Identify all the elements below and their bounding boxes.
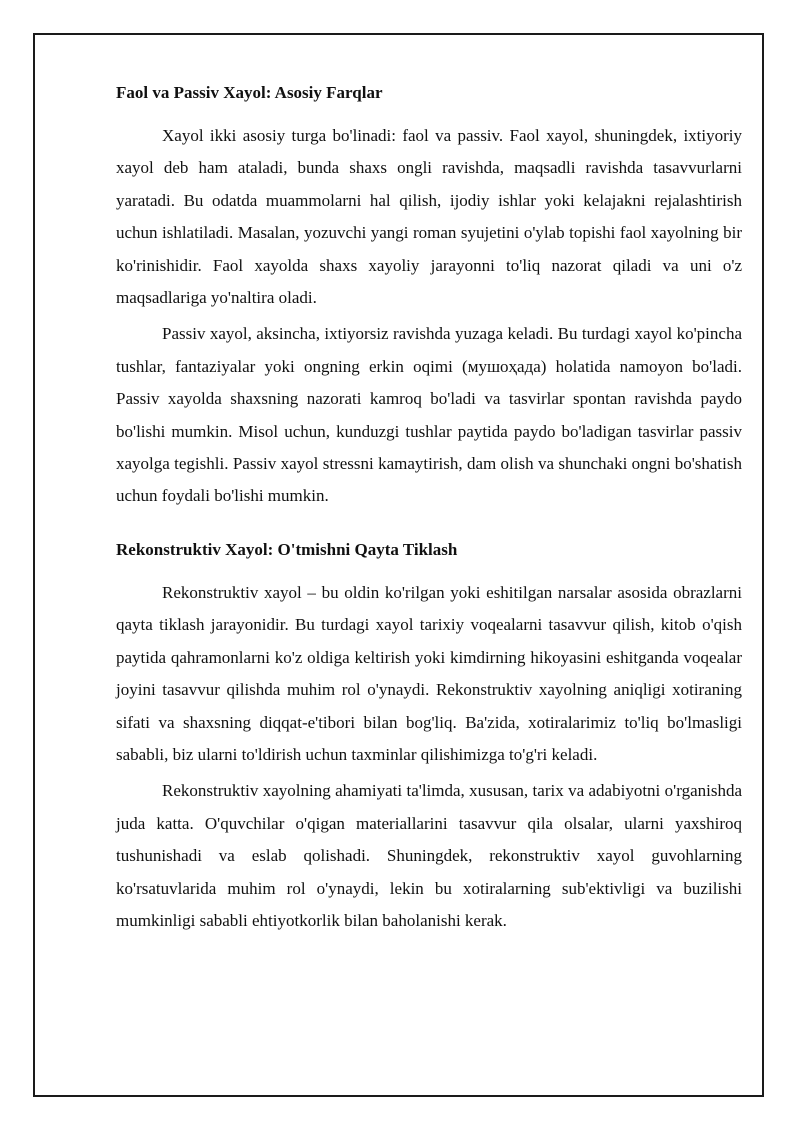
section-heading-faol-passiv: Faol va Passiv Xayol: Asosiy Farqlar: [116, 83, 383, 102]
document-body: [116, 82, 742, 941]
paragraph-rekonstruktiv-ahamiyati: Rekonstruktiv xayolning ahamiyati ta'limda, xususan, tarix va adabiyotni o'rganishda juda katta. O'quvchilar o'qigan materiallarini tasavvur qila olsalar, ularni yaxshiroq tushunishadi va eslab qolishadi. Shuningdek, rekonstruktiv xayol guvohlarning ko'rsatuvlarida muhim rol o'ynaydi, lekin bu xotiralarning sub'ektivligi va buzilishi mumkinligi sababli ehtiyotkorlik bilan baholanishi kerak.: [116, 781, 742, 930]
section-heading-rekonstruktiv: Rekonstruktiv Xayol: O'tmishni Qayta Tiklash: [116, 539, 458, 559]
paragraph-passiv-xayol: Passiv xayol, aksincha, ixtiyorsiz ravishda yuzaga keladi. Bu turdagi xayol ko'pincha tushlar, fantaziyalar yoki ongning erkin oqimi (мушоҳада) holatida namoyon bo'ladi. Passiv xayolda shaxsning nazorati kamroq bo'ladi va tasvirlar spontan ravishda paydo bo'lishi mumkin. Misol uchun, kunduzgi tushlar paytida paydo bo'ladigan tasvirlar passiv xayolga tegishli. Passiv xayol stressni kamaytirish, dam olish va shunchaki ongni bo'shatish uchun foydali bo'lishi mumkin.: [116, 324, 742, 506]
paragraph-rekonstruktiv-xayol: Rekonstruktiv xayol – bu oldin ko'rilgan yoki eshitilgan narsalar asosida obrazlarni qayta tiklash jarayonidir. Bu turdagi xayol tarixiy voqealarni tasavvur qilish, kitob o'qish paytida qahramonlarni ko'z oldiga keltirish yoki kimdirning hikoyasini eshitganda voqealar joyini tasavvur qilishda muhim rol o'ynaydi. Rekonstruktiv xayolning aniqligi xotiraning sifati va shaxsning diqqat-e'tibori bilan bog'liq. Ba'zida, xotiralarimiz to'liq bo'lmasligi sababli, biz ularni to'ldirish uchun taxminlar qilishimizga to'g'ri keladi.: [116, 582, 742, 764]
paragraph-faol-xayol: Xayol ikki asosiy turga bo'linadi: faol va passiv. Faol xayol, shuningdek, ixtiyoriy xayol deb ham ataladi, bunda shaxs ongli ravishda, maqsadli ravishda tasavvurlarni yaratadi. Bu odatda muammolarni hal qilish, ijodiy ishlar yoki kelajakni rejalashtirish uchun ishlatiladi. Masalan, yozuvchi yangi roman syujetini o'ylab topishi faol xayolning bir ko'rinishidir. Faol xayolda shaxs xayoliy jarayonni to'liq nazorat qiladi va uni o'z maqsadlariga yo'naltira oladi.: [116, 126, 742, 308]
